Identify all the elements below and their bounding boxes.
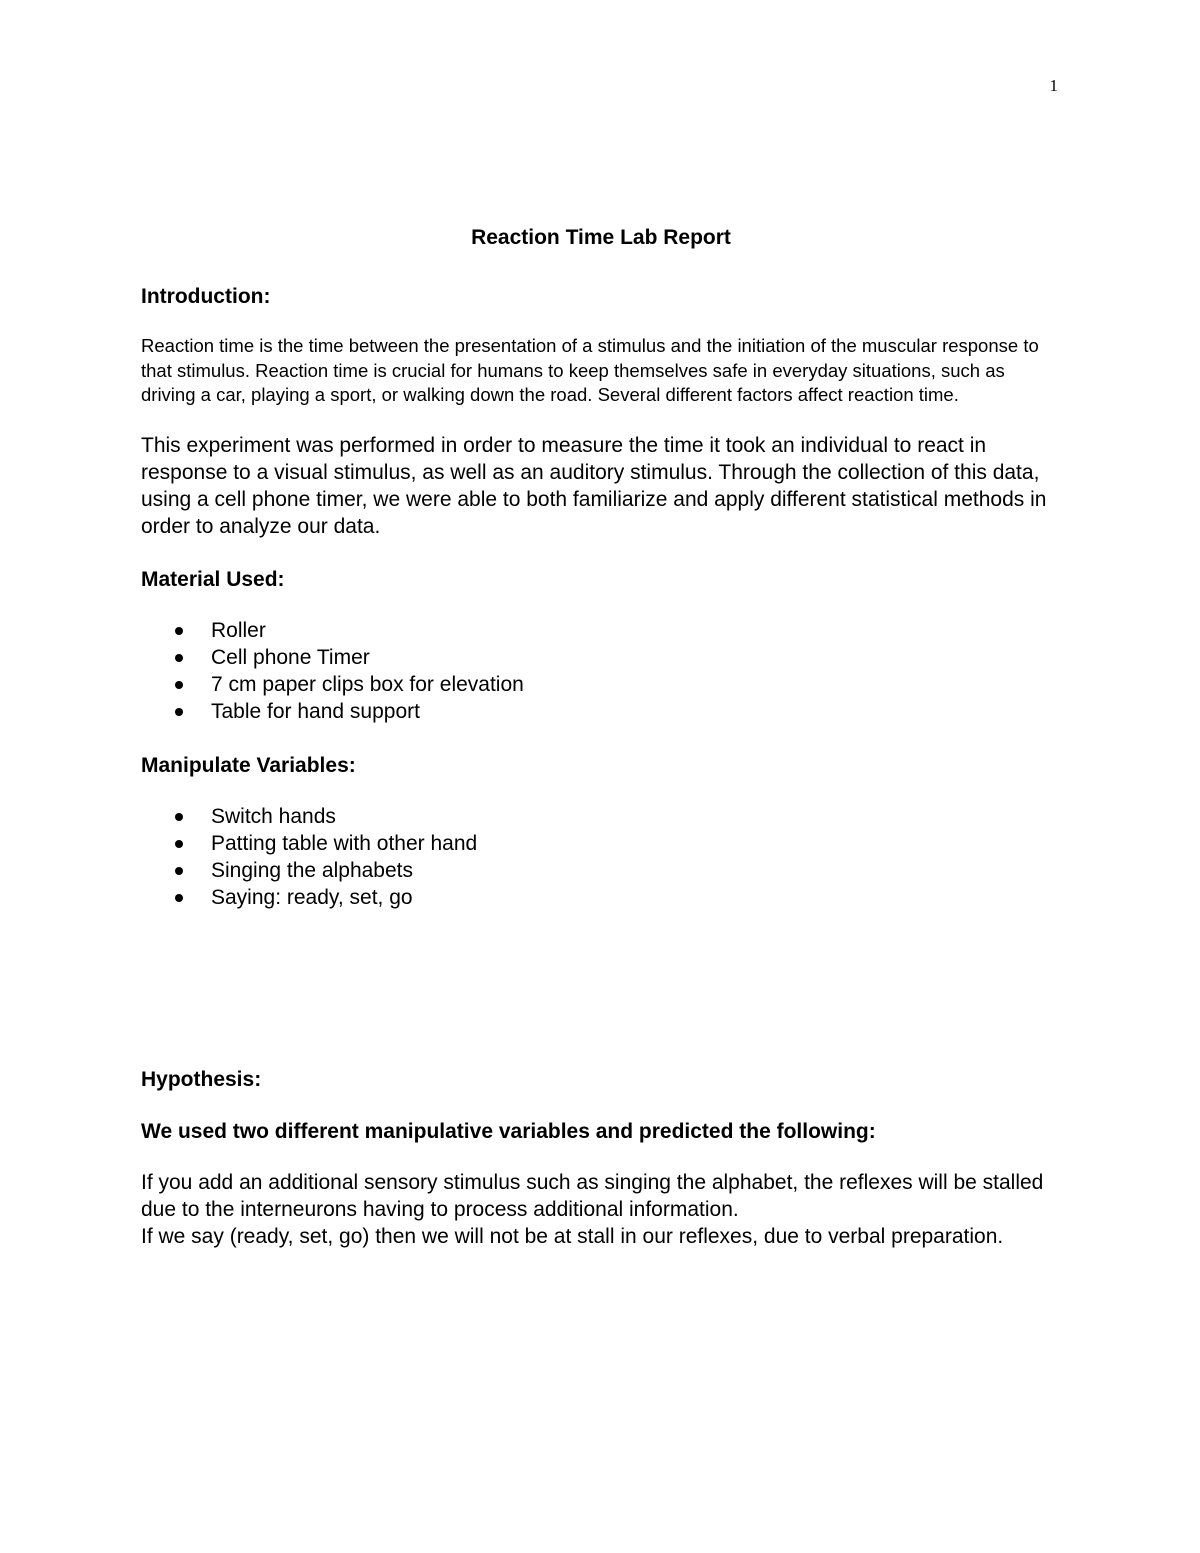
list-item-text: Cell phone Timer <box>211 645 370 669</box>
hypothesis-paragraph <box>141 1169 1061 1250</box>
list-item-text: 7 cm paper clips box for elevation <box>211 672 524 696</box>
hypothesis-line-2: If we say (ready, set, go) then we will not be at stall in our reflexes, due to verbal preparation. <box>141 1224 1004 1248</box>
blank-space <box>141 937 1061 1065</box>
bullet-icon <box>175 813 183 821</box>
document-body <box>141 222 1061 1250</box>
bullet-icon <box>175 654 183 662</box>
bullet-icon <box>175 708 183 716</box>
bullet-icon <box>175 681 183 689</box>
list-item <box>141 644 1061 671</box>
materials-heading: Material Used: <box>141 567 285 591</box>
hypothesis-subheading: We used two different manipulative variables and predicted the following: <box>141 1119 876 1143</box>
list-item <box>141 830 1061 857</box>
list-item <box>141 617 1061 644</box>
introduction-paragraph-2: This experiment was performed in order to measure the time it took an individual to react in response to a visual stimulus, as well as an auditory stimulus. Through the collection of this data, using a cell phone timer, we were able to both familiarize and apply different statistical methods in order to analyze our data. <box>141 433 1047 538</box>
list-item <box>141 803 1061 830</box>
list-item-text: Switch hands <box>211 804 336 828</box>
bullet-icon <box>175 894 183 902</box>
bullet-icon <box>175 867 183 875</box>
list-item <box>141 857 1061 884</box>
introduction-heading: Introduction: <box>141 285 271 308</box>
bullet-icon <box>175 840 183 848</box>
list-item-text: Singing the alphabets <box>211 858 413 882</box>
introduction-paragraph-1: Reaction time is the time between the presentation of a stimulus and the initiation of the muscular response to that stimulus. Reaction time is crucial for humans to keep themselves safe in everyday situations, such as driving a car, playing a sport, or walking down the road. Several different factors affect reaction time. <box>141 335 1039 405</box>
materials-list <box>141 617 1061 725</box>
list-item <box>141 671 1061 698</box>
variables-heading: Manipulate Variables: <box>141 753 356 777</box>
hypothesis-heading: Hypothesis: <box>141 1067 262 1091</box>
document-title: Reaction Time Lab Report <box>471 226 731 249</box>
list-item-text: Saying: ready, set, go <box>211 885 413 909</box>
page-number: 1 <box>1049 76 1058 95</box>
list-item-text: Patting table with other hand <box>211 831 478 855</box>
list-item-text: Roller <box>211 618 266 642</box>
list-item <box>141 698 1061 725</box>
list-item-text: Table for hand support <box>211 699 420 723</box>
list-item <box>141 884 1061 911</box>
hypothesis-line-1: If you add an additional sensory stimulus such as singing the alphabet, the reflexes will be stalled due to the interneurons having to process additional information. <box>141 1170 1044 1221</box>
bullet-icon <box>175 627 183 635</box>
variables-list <box>141 803 1061 911</box>
